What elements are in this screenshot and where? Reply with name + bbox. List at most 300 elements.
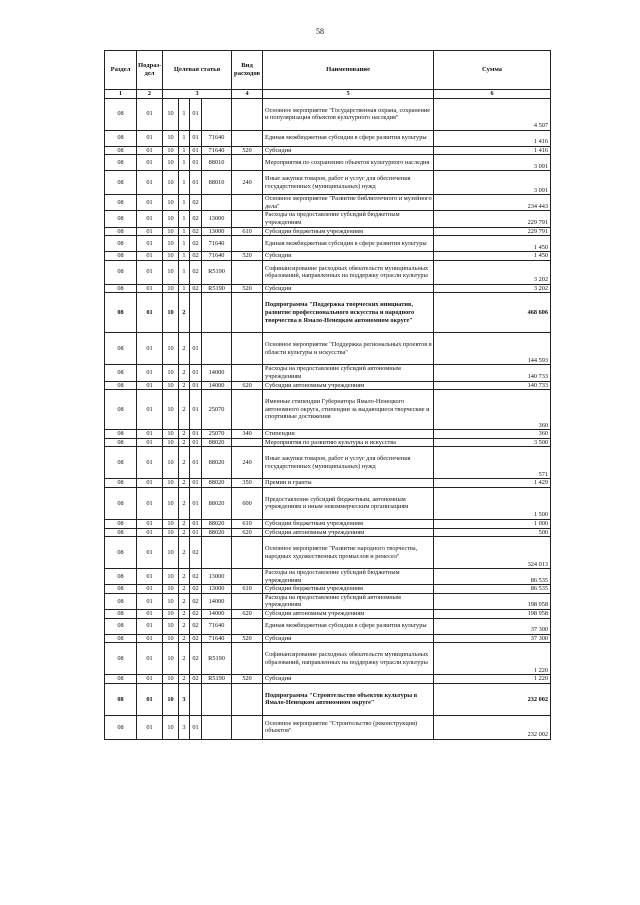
section-cell: 08 [105,683,137,715]
expense-type-cell: 520 [232,634,263,643]
table-row [105,365,551,381]
direction-cell: 13000 [202,227,232,236]
amount-cell: 1 450 [434,252,551,261]
program-cell: 10 [163,333,179,365]
activity-cell: 01 [190,487,202,519]
program-cell: 10 [163,618,179,634]
item-name-cell: Расходы на предоставление субсидий бюджетным учреждениям [263,569,434,585]
program-cell: 10 [163,479,179,488]
header-name: Наименование [263,51,434,90]
amount-cell: 3 091 [434,155,551,171]
item-name-cell: Расходы на предоставление субсидий бюджетным учреждениям [263,211,434,227]
amount-cell: 232 002 [434,715,551,739]
expense-type-cell: 240 [232,447,263,479]
section-cell: 08 [105,618,137,634]
subsection-cell: 01 [137,634,163,643]
expense-type-cell: 340 [232,430,263,439]
expense-type-cell [232,195,263,211]
section-cell: 08 [105,390,137,430]
table-row [105,98,551,130]
table-row [105,610,551,619]
item-name-cell: Премии и гранты [263,479,434,488]
expense-type-cell: 610 [232,227,263,236]
section-cell: 08 [105,447,137,479]
item-name-cell: Расходы на предоставление субсидий автономным учреждениям [263,593,434,609]
program-cell: 10 [163,569,179,585]
expense-type-cell [232,537,263,569]
program-cell: 10 [163,155,179,171]
activity-cell: 01 [190,171,202,195]
program-cell: 10 [163,585,179,594]
direction-cell: 13000 [202,211,232,227]
amount-cell: 229 791 [434,227,551,236]
section-cell: 08 [105,479,137,488]
header-target: Целевая статья [163,51,232,90]
table-row [105,528,551,537]
activity-cell: 02 [190,195,202,211]
subsection-cell: 01 [137,675,163,684]
item-name-cell: Субсидии автономным учреждениям [263,381,434,390]
item-name-cell: Мероприятия по развитию культуры и искусства [263,438,434,447]
item-name-cell: Основное мероприятие "Развитие библиотечного и музейного дела" [263,195,434,211]
amount-cell: 468 606 [434,293,551,333]
section-cell: 08 [105,98,137,130]
expense-type-cell [232,683,263,715]
subprogram-cell: 2 [179,293,190,333]
amount-cell: 3 091 [434,171,551,195]
subprogram-cell: 2 [179,675,190,684]
direction-cell: 88020 [202,487,232,519]
program-cell: 10 [163,284,179,293]
section-cell: 08 [105,381,137,390]
amount-cell: 1 429 [434,479,551,488]
program-cell: 10 [163,643,179,675]
column-number: 2 [137,90,163,99]
column-number: 1 [105,90,137,99]
amount-cell: 360 [434,390,551,430]
subprogram-cell: 2 [179,585,190,594]
table-row [105,236,551,252]
activity-cell: 02 [190,610,202,619]
program-cell: 10 [163,487,179,519]
table-row [105,585,551,594]
table-row [105,381,551,390]
table-row [105,634,551,643]
subsection-cell: 01 [137,593,163,609]
subsection-cell: 01 [137,519,163,528]
amount-cell: 1 500 [434,487,551,519]
subprogram-cell: 1 [179,130,190,146]
activity-cell: 01 [190,130,202,146]
activity-cell: 01 [190,98,202,130]
column-number: 6 [434,90,551,99]
direction-cell [202,715,232,739]
subsection-cell: 01 [137,195,163,211]
item-name-cell: Подпрограмма "Строительство объектов культуры в Ямало-Ненецком автономном округе" [263,683,434,715]
amount-cell: 37 300 [434,634,551,643]
table-row [105,195,551,211]
direction-cell: 71640 [202,618,232,634]
subsection-cell: 01 [137,236,163,252]
program-cell: 10 [163,430,179,439]
activity-cell: 01 [190,479,202,488]
expense-type-cell [232,236,263,252]
subsection-cell: 01 [137,585,163,594]
activity-cell: 01 [190,333,202,365]
program-cell: 10 [163,593,179,609]
section-cell: 08 [105,171,137,195]
subprogram-cell: 2 [179,537,190,569]
program-cell: 10 [163,130,179,146]
table-row [105,155,551,171]
direction-cell [202,683,232,715]
program-cell: 10 [163,610,179,619]
item-name-cell: Субсидии бюджетным учреждениям [263,227,434,236]
direction-cell: 14000 [202,610,232,619]
item-name-cell: Основное мероприятие "Строительство (реконструкция) объектов" [263,715,434,739]
direction-cell: 71640 [202,236,232,252]
direction-cell: R5190 [202,643,232,675]
amount-cell: 198 958 [434,610,551,619]
activity-cell: 02 [190,675,202,684]
activity-cell: 02 [190,593,202,609]
column-number-row [105,90,551,99]
program-cell: 10 [163,634,179,643]
subsection-cell: 01 [137,260,163,284]
program-cell: 10 [163,171,179,195]
table-row [105,569,551,585]
subprogram-cell: 2 [179,593,190,609]
program-cell: 10 [163,98,179,130]
subprogram-cell: 2 [179,365,190,381]
subprogram-cell: 2 [179,381,190,390]
subprogram-cell: 2 [179,569,190,585]
subsection-cell: 01 [137,618,163,634]
program-cell: 10 [163,146,179,155]
expense-type-cell [232,211,263,227]
expense-type-cell [232,130,263,146]
direction-cell: 88020 [202,528,232,537]
amount-cell: 198 958 [434,593,551,609]
section-cell: 08 [105,227,137,236]
direction-cell [202,195,232,211]
header-expense-type: Вид расходов [232,51,263,90]
program-cell: 10 [163,683,179,715]
subprogram-cell: 2 [179,610,190,619]
header-amount: Сумма [434,51,551,90]
activity-cell: 02 [190,618,202,634]
activity-cell: 02 [190,537,202,569]
subsection-cell: 01 [137,487,163,519]
subsection-cell: 01 [137,569,163,585]
subsection-cell: 01 [137,211,163,227]
expense-type-cell [232,390,263,430]
subprogram-cell: 1 [179,260,190,284]
item-name-cell: Субсидии бюджетным учреждениям [263,585,434,594]
program-cell: 10 [163,365,179,381]
activity-cell: 02 [190,260,202,284]
section-cell: 08 [105,569,137,585]
subsection-cell: 01 [137,333,163,365]
subprogram-cell: 2 [179,519,190,528]
activity-cell: 01 [190,715,202,739]
direction-cell: 14000 [202,365,232,381]
table-row [105,390,551,430]
program-cell: 10 [163,675,179,684]
expense-type-cell [232,643,263,675]
expense-type-cell [232,98,263,130]
column-number: 5 [263,90,434,99]
amount-cell: 1 220 [434,643,551,675]
header-section: Раздел [105,51,137,90]
activity-cell: 01 [190,146,202,155]
amount-cell: 571 [434,447,551,479]
item-name-cell: Субсидии [263,146,434,155]
section-cell: 08 [105,610,137,619]
section-cell: 08 [105,365,137,381]
program-cell: 10 [163,519,179,528]
table-row [105,683,551,715]
subsection-cell: 01 [137,643,163,675]
amount-cell: 3 500 [434,438,551,447]
direction-cell: 71640 [202,130,232,146]
subprogram-cell: 1 [179,252,190,261]
section-cell: 08 [105,593,137,609]
amount-cell: 324 013 [434,537,551,569]
table-row [105,715,551,739]
activity-cell: 01 [190,519,202,528]
activity-cell: 02 [190,643,202,675]
direction-cell [202,98,232,130]
table-row [105,675,551,684]
subprogram-cell: 1 [179,155,190,171]
item-name-cell: Стипендии [263,430,434,439]
activity-cell: 02 [190,284,202,293]
direction-cell [202,333,232,365]
direction-cell: 88020 [202,447,232,479]
amount-cell: 140 733 [434,381,551,390]
subsection-cell: 01 [137,447,163,479]
section-cell: 08 [105,211,137,227]
program-cell: 10 [163,195,179,211]
item-name-cell: Именные стипендии Губернатора Ямало-Ненецкого автономного округа, стипендии за выдающиеся творческие и спортивные достижения [263,390,434,430]
item-name-cell: Подпрограмма "Поддержка творческих инициатив, развитие профессионального искусства и народного творчества в Ямало-Ненецком автономном округе" [263,293,434,333]
expense-type-cell: 600 [232,487,263,519]
table-row [105,130,551,146]
amount-cell: 500 [434,528,551,537]
item-name-cell: Иные закупки товаров, работ и услуг для обеспечения государственных (муниципальных) нужд [263,171,434,195]
direction-cell: R5190 [202,284,232,293]
section-cell: 08 [105,430,137,439]
expense-type-cell: 520 [232,284,263,293]
amount-cell: 3 202 [434,260,551,284]
direction-cell: 25070 [202,430,232,439]
program-cell: 10 [163,211,179,227]
section-cell: 08 [105,537,137,569]
amount-cell: 232 002 [434,683,551,715]
section-cell: 08 [105,487,137,519]
header-subsection: Подраз-дел [137,51,163,90]
table-row [105,293,551,333]
amount-cell: 1 416 [434,130,551,146]
column-number: 4 [232,90,263,99]
direction-cell: R5190 [202,260,232,284]
subsection-cell: 01 [137,381,163,390]
direction-cell: 88020 [202,479,232,488]
direction-cell: 88020 [202,519,232,528]
subprogram-cell: 2 [179,430,190,439]
amount-cell: 229 791 [434,211,551,227]
direction-cell: 88010 [202,171,232,195]
expense-type-cell: 240 [232,171,263,195]
direction-cell: 13000 [202,585,232,594]
direction-cell: 88020 [202,438,232,447]
direction-cell: 71640 [202,146,232,155]
expense-type-cell [232,260,263,284]
table-row [105,430,551,439]
subsection-cell: 01 [137,155,163,171]
section-cell: 08 [105,675,137,684]
activity-cell: 02 [190,227,202,236]
program-cell: 10 [163,227,179,236]
subsection-cell: 01 [137,438,163,447]
header-row [105,51,551,90]
subprogram-cell: 2 [179,528,190,537]
table-row [105,643,551,675]
item-name-cell: Основное мероприятие "Развитие народного творчества, народных художественных промыслов и ремесел" [263,537,434,569]
activity-cell: 01 [190,430,202,439]
table-row [105,537,551,569]
amount-cell: 234 443 [434,195,551,211]
subsection-cell: 01 [137,479,163,488]
activity-cell: 02 [190,211,202,227]
subsection-cell: 01 [137,293,163,333]
amount-cell: 1 450 [434,236,551,252]
section-cell: 08 [105,236,137,252]
direction-cell [202,537,232,569]
amount-cell: 37 300 [434,618,551,634]
subsection-cell: 01 [137,98,163,130]
item-name-cell: Субсидии автономным учреждениям [263,610,434,619]
item-name-cell: Основное мероприятие "Поддержка региональных проектов в области культуры и искусства" [263,333,434,365]
subsection-cell: 01 [137,430,163,439]
direction-cell: 14000 [202,593,232,609]
program-cell: 10 [163,447,179,479]
table-row [105,333,551,365]
item-name-cell: Софинансирование расходных обязательств муниципальных образований, направленных на поддержку отрасли культуры [263,643,434,675]
section-cell: 08 [105,643,137,675]
item-name-cell: Субсидии бюджетным учреждениям [263,519,434,528]
expense-type-cell [232,618,263,634]
subsection-cell: 01 [137,528,163,537]
subprogram-cell: 2 [179,618,190,634]
activity-cell: 01 [190,155,202,171]
subprogram-cell: 2 [179,487,190,519]
activity-cell: 02 [190,569,202,585]
table-row [105,211,551,227]
subsection-cell: 01 [137,227,163,236]
direction-cell: 71640 [202,634,232,643]
section-cell: 08 [105,438,137,447]
budget-table [104,50,551,740]
expense-type-cell: 620 [232,610,263,619]
section-cell: 08 [105,284,137,293]
activity-cell [190,683,202,715]
item-name-cell: Субсидии [263,634,434,643]
activity-cell: 01 [190,438,202,447]
amount-cell: 1 416 [434,146,551,155]
activity-cell: 01 [190,381,202,390]
direction-cell: 88010 [202,155,232,171]
program-cell: 10 [163,528,179,537]
program-cell: 10 [163,236,179,252]
item-name-cell: Субсидии [263,284,434,293]
expense-type-cell: 610 [232,519,263,528]
subsection-cell: 01 [137,390,163,430]
section-cell: 08 [105,155,137,171]
activity-cell: 02 [190,252,202,261]
table-row [105,487,551,519]
expense-type-cell [232,333,263,365]
activity-cell [190,293,202,333]
item-name-cell: Субсидии [263,675,434,684]
subprogram-cell: 1 [179,211,190,227]
program-cell: 10 [163,537,179,569]
subsection-cell: 01 [137,130,163,146]
amount-cell: 4 507 [434,98,551,130]
expense-type-cell: 520 [232,252,263,261]
table-row [105,618,551,634]
expense-type-cell: 610 [232,585,263,594]
subprogram-cell: 1 [179,236,190,252]
expense-type-cell: 520 [232,675,263,684]
amount-cell: 3 202 [434,284,551,293]
section-cell: 08 [105,585,137,594]
program-cell: 10 [163,715,179,739]
subprogram-cell: 3 [179,683,190,715]
subprogram-cell: 1 [179,195,190,211]
activity-cell: 01 [190,528,202,537]
direction-cell: 71640 [202,252,232,261]
subsection-cell: 01 [137,146,163,155]
activity-cell: 01 [190,390,202,430]
item-name-cell: Субсидии [263,252,434,261]
expense-type-cell [232,293,263,333]
subprogram-cell: 1 [179,284,190,293]
subsection-cell: 01 [137,683,163,715]
subsection-cell: 01 [137,284,163,293]
table-row [105,284,551,293]
activity-cell: 02 [190,634,202,643]
activity-cell: 02 [190,585,202,594]
expense-type-cell: 620 [232,528,263,537]
item-name-cell: Предоставление субсидий бюджетным, автономным учреждениям и иным некоммерческим организациям [263,487,434,519]
program-cell: 10 [163,252,179,261]
direction-cell: 25070 [202,390,232,430]
direction-cell [202,293,232,333]
subprogram-cell: 2 [179,447,190,479]
subsection-cell: 01 [137,365,163,381]
page-number: 58 [316,27,324,36]
amount-cell: 86 535 [434,585,551,594]
subprogram-cell: 2 [179,479,190,488]
amount-cell: 1 000 [434,519,551,528]
item-name-cell: Основное мероприятие "Государственная охрана, сохранение и популяризация объектов культурного наследия" [263,98,434,130]
program-cell: 10 [163,381,179,390]
subsection-cell: 01 [137,537,163,569]
item-name-cell: Единая межбюджетная субсидия в сфере развития культуры [263,236,434,252]
section-cell: 08 [105,293,137,333]
